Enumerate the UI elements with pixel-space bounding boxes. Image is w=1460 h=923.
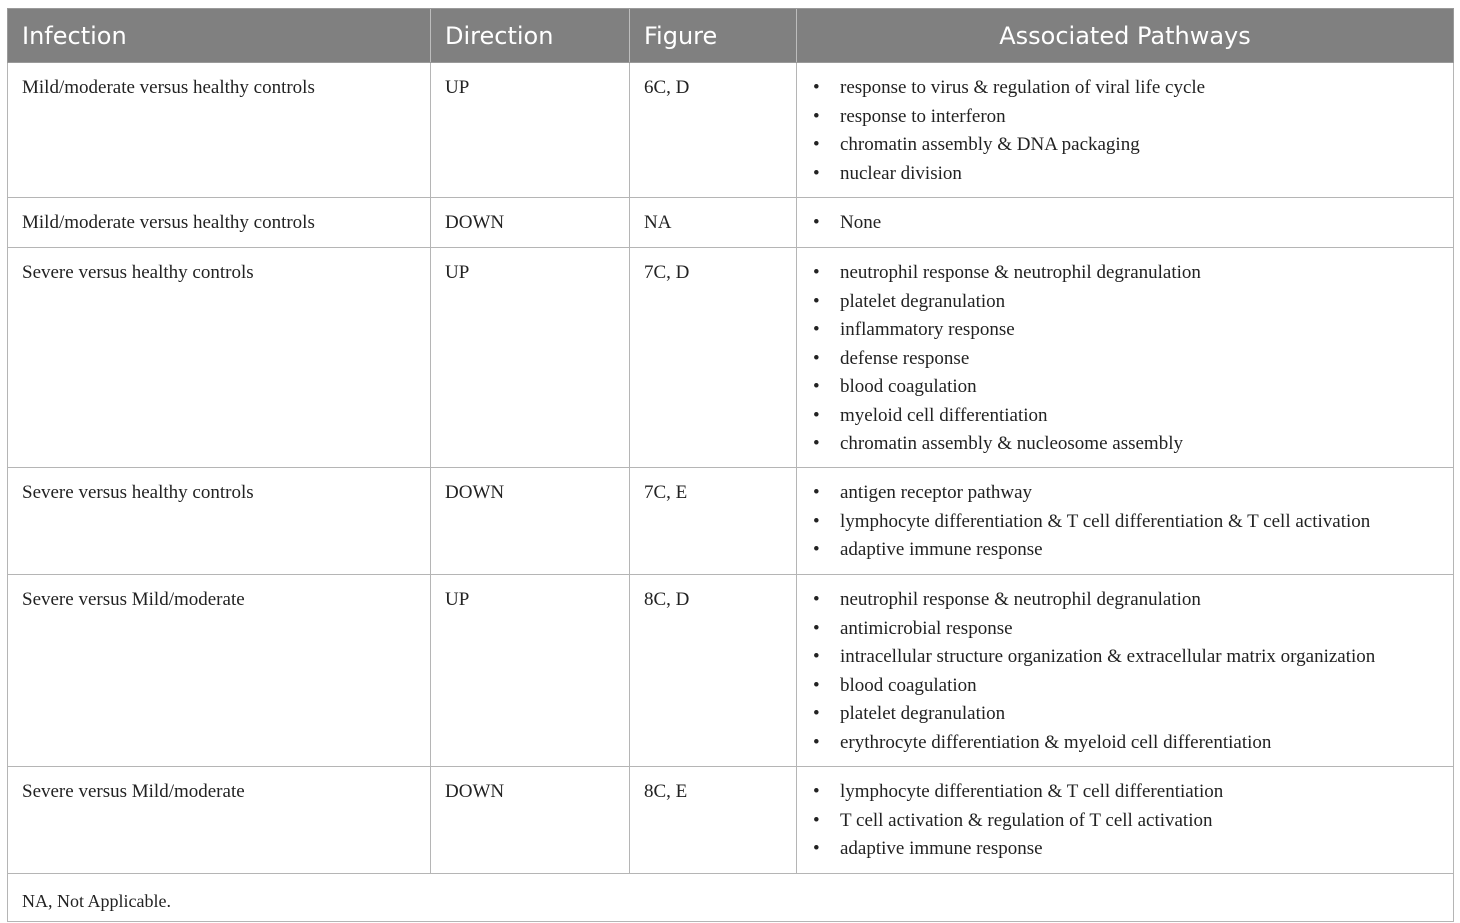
figure-cell: 8C, E — [630, 767, 797, 874]
pathway-text: chromatin assembly & nucleosome assembly — [840, 433, 1183, 454]
header-associated-pathways: Associated Pathways — [797, 9, 1454, 63]
pathways-table — [7, 8, 1454, 922]
direction-cell: DOWN — [431, 767, 630, 874]
bullet-icon: • — [813, 617, 820, 639]
infection-cell: Mild/moderate versus healthy controls — [8, 63, 431, 198]
direction-cell: UP — [431, 248, 630, 468]
bullet-icon: • — [813, 674, 820, 696]
pathway-text: response to virus & regulation of viral life cycle — [840, 77, 1206, 98]
infection-cell: Severe versus Mild/moderate — [8, 767, 431, 874]
table-row — [8, 767, 1454, 874]
header-figure: Figure — [630, 9, 797, 63]
infection-cell: Mild/moderate versus healthy controls — [8, 198, 431, 248]
pathway-text: adaptive immune response — [840, 539, 1043, 560]
bullet-icon: • — [813, 105, 820, 127]
table-container — [7, 8, 1453, 922]
pathway-item — [811, 586, 1439, 615]
infection-cell: Severe versus Mild/moderate — [8, 575, 431, 767]
header-infection: Infection — [8, 9, 431, 63]
table-body — [8, 63, 1454, 874]
bullet-icon: • — [813, 809, 820, 831]
pathway-list — [811, 586, 1439, 757]
table-row — [8, 63, 1454, 198]
pathway-text: T cell activation & regulation of T cell activation — [840, 809, 1213, 831]
bullet-icon: • — [813, 77, 820, 98]
pathway-text: blood coagulation — [840, 376, 977, 397]
pathway-item — [811, 209, 1439, 238]
header-row — [8, 9, 1454, 63]
pathway-text: lymphocyte differentiation & T cell differentiation — [840, 781, 1224, 802]
bullet-icon: • — [813, 703, 820, 724]
table-row — [8, 198, 1454, 248]
pathway-item — [811, 160, 1439, 189]
table-row — [8, 468, 1454, 575]
header-direction: Direction — [431, 9, 630, 63]
bullet-icon: • — [813, 262, 820, 283]
table-row — [8, 575, 1454, 767]
pathway-text: adaptive immune response — [840, 838, 1043, 859]
bullet-icon: • — [813, 134, 820, 155]
pathway-text: intracellular structure organization & extracellular matrix organization — [840, 646, 1376, 667]
bullet-icon: • — [813, 319, 820, 340]
pathway-text: None — [840, 212, 882, 233]
pathway-item — [811, 807, 1439, 836]
pathway-item — [811, 430, 1439, 459]
pathway-item — [811, 103, 1439, 132]
pathway-list — [811, 74, 1439, 188]
pathway-item — [811, 131, 1439, 160]
bullet-icon: • — [813, 376, 820, 397]
pathway-item — [811, 316, 1439, 345]
infection-cell: Severe versus healthy controls — [8, 468, 431, 575]
pathway-item — [811, 643, 1439, 672]
pathway-item — [811, 479, 1439, 508]
bullet-icon: • — [813, 539, 820, 560]
pathway-item — [811, 259, 1439, 288]
pathway-item — [811, 402, 1439, 431]
bullet-icon: • — [813, 589, 820, 610]
pathway-text: antimicrobial response — [840, 617, 1013, 639]
pathway-text: neutrophil response & neutrophil degranulation — [840, 262, 1201, 283]
bullet-icon: • — [813, 482, 820, 503]
pathway-text: blood coagulation — [840, 674, 977, 696]
pathway-item — [811, 835, 1439, 864]
bullet-icon: • — [813, 781, 820, 802]
pathway-list — [811, 259, 1439, 459]
direction-cell: DOWN — [431, 468, 630, 575]
pathway-text: antigen receptor pathway — [840, 482, 1033, 503]
figure-cell: 7C, E — [630, 468, 797, 575]
pathway-text: chromatin assembly & DNA packaging — [840, 134, 1140, 155]
bullet-icon: • — [813, 646, 820, 667]
pathway-item — [811, 536, 1439, 565]
pathways-cell — [797, 248, 1454, 468]
pathway-text: defense response — [840, 347, 970, 369]
bullet-icon: • — [813, 347, 820, 369]
pathway-item — [811, 373, 1439, 402]
pathway-text: inflammatory response — [840, 319, 1015, 340]
pathway-text: nuclear division — [840, 162, 962, 184]
pathway-text: erythrocyte differentiation & myeloid cell differentiation — [840, 731, 1272, 753]
pathway-list — [811, 479, 1439, 565]
pathways-cell — [797, 198, 1454, 248]
bullet-icon: • — [813, 838, 820, 859]
figure-cell: 7C, D — [630, 248, 797, 468]
bullet-icon: • — [813, 212, 820, 233]
table-row — [8, 248, 1454, 468]
pathway-list — [811, 209, 1439, 238]
infection-cell: Severe versus healthy controls — [8, 248, 431, 468]
bullet-icon: • — [813, 162, 820, 184]
pathway-text: neutrophil response & neutrophil degranulation — [840, 589, 1201, 610]
pathway-item — [811, 700, 1439, 729]
pathway-list — [811, 778, 1439, 864]
pathway-text: lymphocyte differentiation & T cell differentiation & T cell activation — [840, 510, 1371, 532]
pathway-item — [811, 74, 1439, 103]
pathway-text: platelet degranulation — [840, 703, 1006, 724]
footnote: NA, Not Applicable. — [8, 874, 1454, 922]
pathway-item — [811, 729, 1439, 758]
pathway-item — [811, 672, 1439, 701]
figure-cell: 6C, D — [630, 63, 797, 198]
direction-cell: UP — [431, 575, 630, 767]
pathway-item — [811, 345, 1439, 374]
pathway-item — [811, 778, 1439, 807]
pathways-cell — [797, 767, 1454, 874]
pathway-text: response to interferon — [840, 105, 1006, 127]
pathway-text: platelet degranulation — [840, 290, 1006, 312]
pathways-cell — [797, 575, 1454, 767]
pathway-item — [811, 288, 1439, 317]
bullet-icon: • — [813, 290, 820, 312]
bullet-icon: • — [813, 433, 820, 454]
direction-cell: UP — [431, 63, 630, 198]
pathway-item — [811, 508, 1439, 537]
direction-cell: DOWN — [431, 198, 630, 248]
pathway-item — [811, 615, 1439, 644]
figure-cell: NA — [630, 198, 797, 248]
pathway-text: myeloid cell differentiation — [840, 404, 1048, 426]
pathways-cell — [797, 468, 1454, 575]
pathways-cell — [797, 63, 1454, 198]
footnote-row — [8, 874, 1454, 922]
bullet-icon: • — [813, 510, 820, 532]
bullet-icon: • — [813, 404, 820, 426]
bullet-icon: • — [813, 731, 820, 753]
figure-cell: 8C, D — [630, 575, 797, 767]
